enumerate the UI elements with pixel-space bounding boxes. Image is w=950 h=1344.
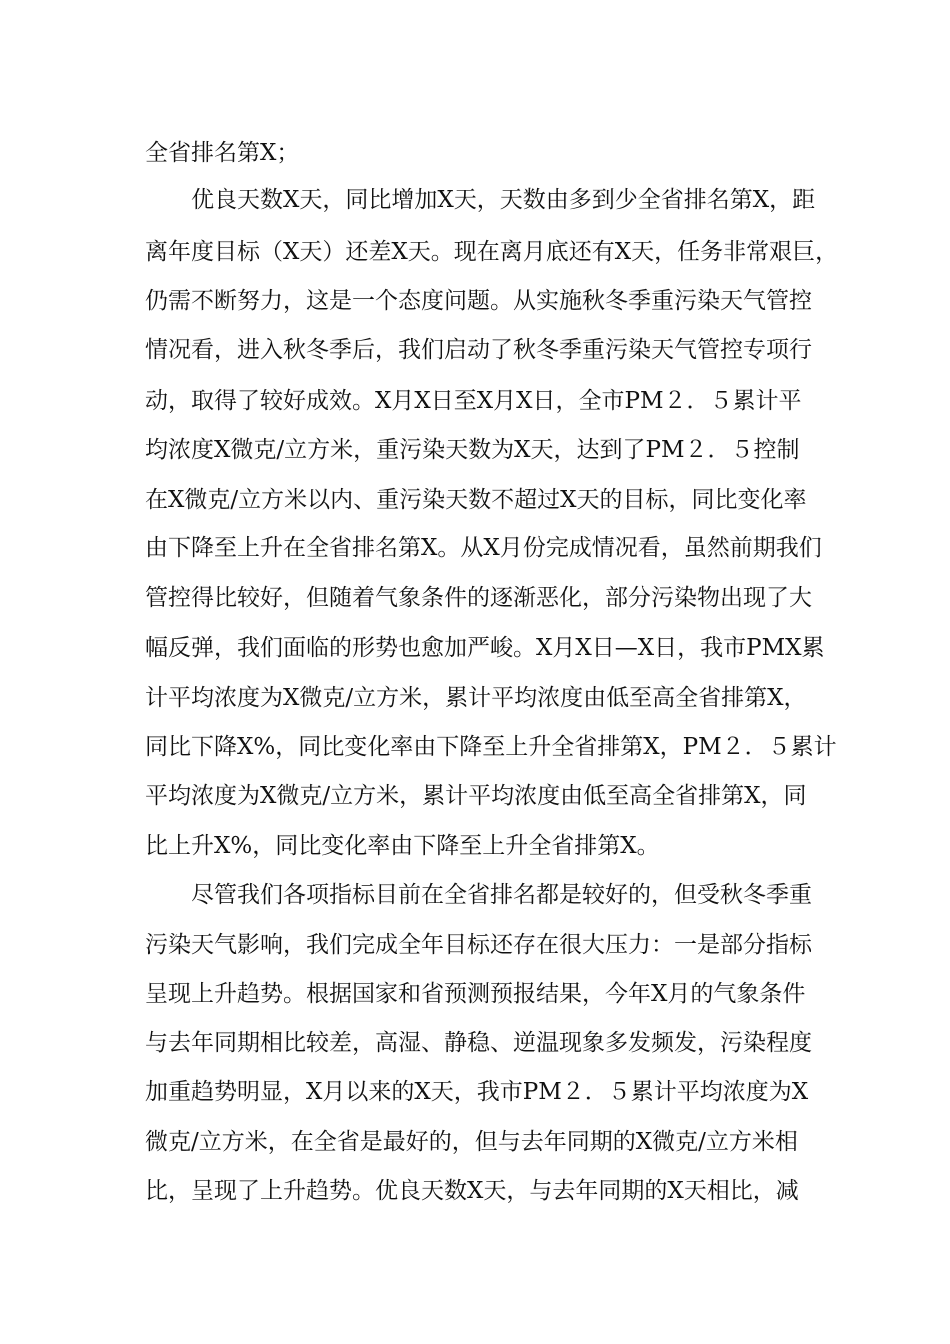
text-line: 均浓度X微克/立方米，重污染天数为X天，达到了PM２．５控制 (145, 437, 800, 463)
text-line: 由下降至上升在全省排名第X。从X月份完成情况看，虽然前期我们 (145, 535, 822, 561)
text-line: 情况看，进入秋冬季后，我们启动了秋冬季重污染天气管控专项行 (145, 337, 812, 363)
text-line: 微克/立方米，在全省是最好的，但与去年同期的X微克/立方米相 (145, 1129, 798, 1155)
text-line: 幅反弹，我们面临的形势也愈加严峻。X月X日—X日，我市PMX累 (145, 635, 825, 661)
text-line: 呈现上升趋势。根据国家和省预测预报结果，今年X月的气象条件 (145, 981, 806, 1007)
text-line: 尽管我们各项指标目前在全省排名都是较好的，但受秋冬季重 (191, 882, 812, 908)
text-line: 计平均浓度为X微克/立方米，累计平均浓度由低至高全省排第X， (145, 685, 807, 711)
text-line: 同比下降X%，同比变化率由下降至上升全省排第X，PM２．５累计 (145, 734, 837, 760)
text-line: 比上升X%，同比变化率由下降至上升全省排第X。 (145, 833, 660, 859)
text-line: 加重趋势明显，X月以来的X天，我市PM２．５累计平均浓度为X (145, 1079, 809, 1105)
text-line: 仍需不断努力，这是一个态度问题。从实施秋冬季重污染天气管控 (145, 288, 812, 314)
text-line: 优良天数X天，同比增加X天，天数由多到少全省排名第X，距 (191, 187, 816, 213)
text-line: 离年度目标（X天）还差X天。现在离月底还有X天，任务非常艰巨， (145, 239, 839, 265)
text-line: 动，取得了较好成效。X月X日至X月X日，全市PM２．５累计平 (145, 388, 802, 414)
text-line: 平均浓度为X微克/立方米，累计平均浓度由低至高全省排第X，同 (145, 783, 807, 809)
text-line: 全省排名第X； (145, 140, 300, 166)
text-line: 比，呈现了上升趋势。优良天数X天，与去年同期的X天相比，减 (145, 1178, 799, 1204)
text-line: 管控得比较好，但随着气象条件的逐渐恶化，部分污染物出现了大 (145, 585, 812, 611)
text-line: 在X微克/立方米以内、重污染天数不超过X天的目标，同比变化率 (145, 487, 807, 513)
text-line: 与去年同期相比较差，高湿、静稳、逆温现象多发频发，污染程度 (145, 1030, 812, 1056)
text-line: 污染天气影响，我们完成全年目标还存在很大压力：一是部分指标 (145, 932, 812, 958)
